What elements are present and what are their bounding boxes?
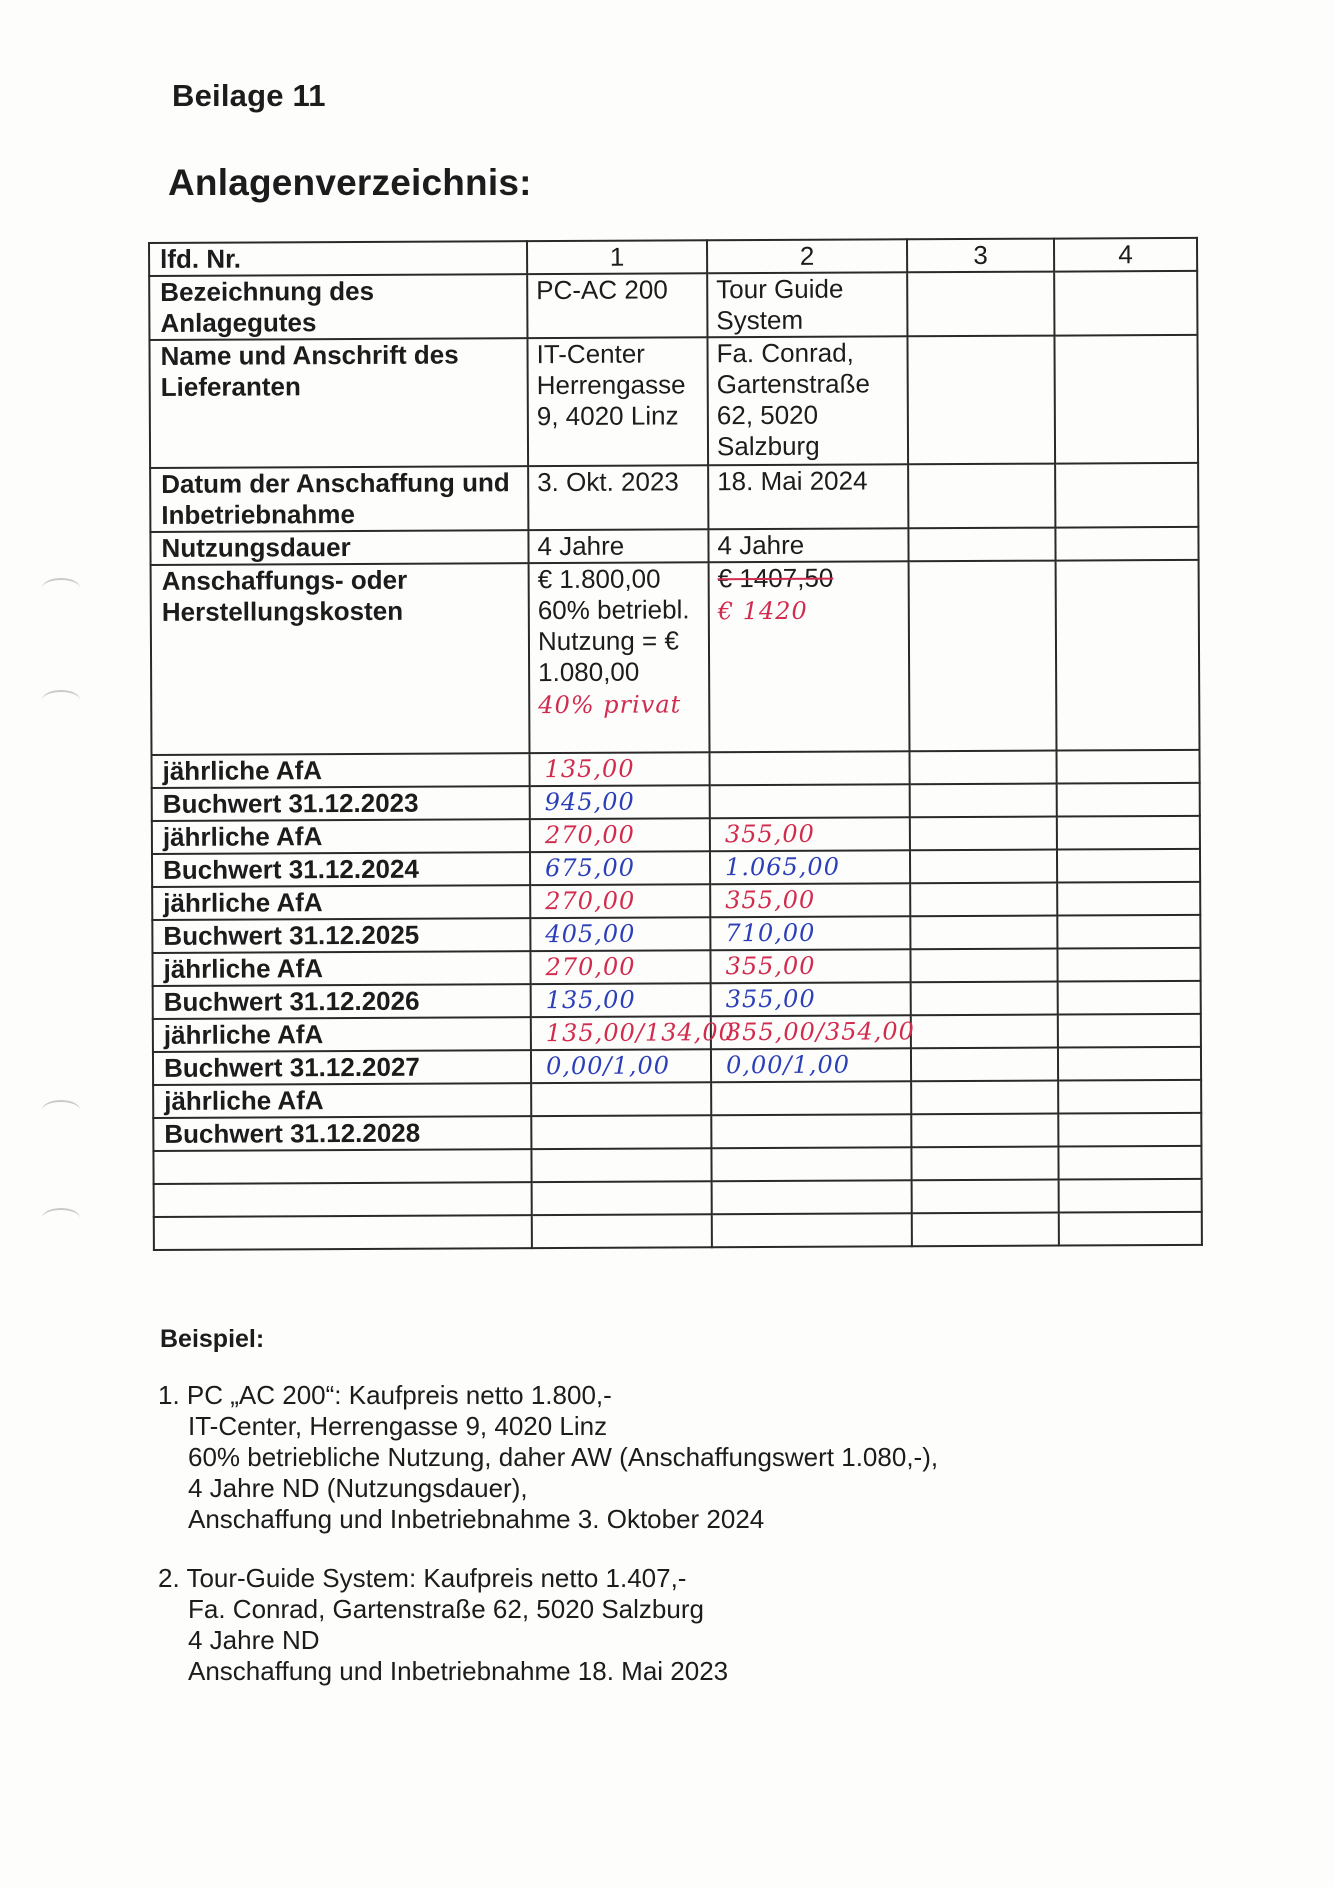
example-line: Fa. Conrad, Gartenstraße 62, 5020 Salzburg xyxy=(188,1594,704,1624)
row-label: jährliche AfA xyxy=(152,753,530,788)
column-number: 4 xyxy=(1054,238,1197,272)
schedule-row xyxy=(154,1212,1202,1250)
table-row-cost xyxy=(151,560,1200,755)
row-label: Bezeichnung des Anlagegutes xyxy=(149,274,527,340)
cell-value: IT-Center Herrengasse 9, 4020 Linz xyxy=(527,337,708,466)
punch-hole-mark xyxy=(42,690,80,710)
row-label: jährliche AfA xyxy=(153,1083,531,1118)
handwritten-value xyxy=(531,1082,711,1116)
table-row-useful-life xyxy=(150,527,1198,565)
cell-empty xyxy=(1057,783,1200,817)
handwritten-value: 355,00 xyxy=(710,883,910,917)
handwritten-value xyxy=(710,751,910,785)
cell-value: 3. Okt. 2023 xyxy=(528,465,708,530)
cell-empty xyxy=(1057,882,1200,916)
row-label: Buchwert 31.12.2028 xyxy=(153,1116,531,1151)
example-line: 2. Tour-Guide System: Kaufpreis netto 1.407,- xyxy=(158,1563,687,1593)
cell-empty xyxy=(1058,1146,1201,1180)
punch-hole-mark xyxy=(42,1100,80,1120)
handwritten-value xyxy=(712,1180,912,1214)
example-list xyxy=(158,1380,938,1715)
schedule-row xyxy=(153,1014,1201,1052)
handwritten-value xyxy=(712,1213,912,1247)
cell-empty xyxy=(912,1213,1059,1247)
handwritten-value: 355,00/354,00 xyxy=(711,1015,911,1049)
handwritten-value: 945,00 xyxy=(530,785,710,819)
cell-empty xyxy=(1058,1014,1201,1048)
row-label: Buchwert 31.12.2026 xyxy=(153,984,531,1019)
punch-hole-mark xyxy=(42,578,80,598)
cell-empty xyxy=(1058,981,1201,1015)
table-header-row xyxy=(149,238,1197,276)
column-number: 3 xyxy=(907,239,1054,273)
schedule-row xyxy=(153,1113,1201,1151)
cell-empty xyxy=(911,1114,1058,1148)
cell-empty xyxy=(910,916,1057,950)
table-row-designation xyxy=(149,271,1197,340)
cell-empty xyxy=(1054,271,1197,336)
cell-empty xyxy=(910,883,1057,917)
cell-empty xyxy=(911,982,1058,1016)
row-label xyxy=(154,1182,532,1217)
cell-empty xyxy=(1059,1179,1202,1213)
row-label xyxy=(154,1215,532,1250)
cell-value: 4 Jahre xyxy=(708,528,908,562)
asset-register-table xyxy=(148,237,1203,1251)
handwritten-value: 355,00 xyxy=(711,982,911,1016)
handwritten-value: 270,00 xyxy=(530,950,710,984)
example-line: Anschaffung und Inbetriebnahme 3. Oktober 2024 xyxy=(188,1504,765,1534)
punch-hole-mark xyxy=(42,1208,80,1228)
row-label: Datum der Anschaffung und Inbetriebnahme xyxy=(150,466,528,532)
example-line: Anschaffung und Inbetriebnahme 18. Mai 2023 xyxy=(188,1656,729,1686)
handwritten-corrected-cost: € 1420 xyxy=(717,596,808,626)
handwritten-value xyxy=(710,784,910,818)
cell-empty xyxy=(907,336,1055,465)
handwritten-value: 0,00/1,00 xyxy=(531,1049,711,1083)
cell-empty xyxy=(908,528,1055,562)
cell-empty xyxy=(911,1015,1058,1049)
row-label: Buchwert 31.12.2027 xyxy=(153,1050,531,1085)
schedule-row xyxy=(152,948,1200,986)
handwritten-value xyxy=(532,1181,712,1215)
cell-value: Tour Guide System xyxy=(707,272,907,337)
example-line: 1. PC „AC 200“: Kaufpreis netto 1.800,- xyxy=(158,1380,612,1410)
handwritten-value: 710,00 xyxy=(710,916,910,950)
schedule-row xyxy=(153,1047,1201,1085)
row-label: Anschaffungs- oder Herstellungskosten xyxy=(151,563,530,755)
handwritten-value: 1.065,00 xyxy=(710,850,910,884)
cell-value: PC-AC 200 xyxy=(527,273,707,338)
cell-empty xyxy=(912,1180,1059,1214)
column-number: 1 xyxy=(527,240,707,274)
cell-value xyxy=(709,561,910,752)
cell-empty xyxy=(1054,335,1198,464)
cell-empty xyxy=(908,464,1055,529)
schedule-row xyxy=(152,816,1200,854)
cell-empty xyxy=(1055,463,1198,528)
handwritten-value: 355,00 xyxy=(710,949,910,983)
row-label: Name und Anschrift des Lieferanten xyxy=(149,338,528,468)
cell-empty xyxy=(1057,948,1200,982)
cell-empty xyxy=(1059,1212,1202,1246)
cell-empty xyxy=(1057,816,1200,850)
cell-empty xyxy=(911,1081,1058,1115)
handwritten-value: 135,00 xyxy=(531,983,711,1017)
schedule-row xyxy=(152,783,1200,821)
row-label: jährliche AfA xyxy=(152,885,530,920)
example-item xyxy=(158,1563,938,1687)
handwritten-note-private: 40% privat xyxy=(538,690,682,720)
example-item xyxy=(158,1380,938,1535)
handwritten-value: 0,00/1,00 xyxy=(711,1048,911,1082)
row-label: Buchwert 31.12.2025 xyxy=(152,918,530,953)
row-label: Buchwert 31.12.2023 xyxy=(152,786,530,821)
appendix-label: Beilage 11 xyxy=(172,78,326,113)
handwritten-value xyxy=(711,1081,911,1115)
cell-empty xyxy=(1057,915,1200,949)
handwritten-value xyxy=(531,1148,711,1182)
cell-empty xyxy=(1055,527,1198,561)
schedule-row xyxy=(152,915,1200,953)
handwritten-value: 270,00 xyxy=(530,884,710,918)
cell-empty xyxy=(910,850,1057,884)
table-row-supplier xyxy=(149,335,1198,468)
schedule-row xyxy=(153,1080,1201,1118)
cost-text: € 1.800,00 60% betriebl. Nutzung = € 1.080,00 xyxy=(537,563,690,688)
cell-empty xyxy=(1057,849,1200,883)
row-label: Nutzungsdauer xyxy=(150,530,528,565)
cell-empty xyxy=(1056,750,1199,784)
handwritten-value: 135,00/134,00 xyxy=(531,1016,711,1050)
table-row-acquisition-date xyxy=(150,463,1198,532)
struck-cost: € 1407,50 xyxy=(717,562,834,594)
schedule-row xyxy=(152,750,1200,788)
row-label: lfd. Nr. xyxy=(149,241,527,276)
handwritten-value: 405,00 xyxy=(530,917,710,951)
handwritten-value xyxy=(532,1214,712,1248)
row-label: jährliche AfA xyxy=(152,819,530,854)
page-title: Anlagenverzeichnis: xyxy=(168,162,532,203)
example-line: 60% betriebliche Nutzung, daher AW (Anschaffungswert 1.080,-), xyxy=(188,1442,939,1472)
column-number: 2 xyxy=(707,239,907,273)
cell-empty xyxy=(1058,1113,1201,1147)
example-line: 4 Jahre ND xyxy=(188,1625,320,1655)
cell-empty xyxy=(910,784,1057,818)
cell-empty xyxy=(910,817,1057,851)
cell-value xyxy=(529,562,710,753)
schedule-row xyxy=(154,1179,1202,1217)
example-line: 4 Jahre ND (Nutzungsdauer), xyxy=(188,1473,528,1503)
cell-empty xyxy=(1058,1047,1201,1081)
schedule-row xyxy=(153,981,1201,1019)
handwritten-value xyxy=(711,1114,911,1148)
cell-empty xyxy=(911,1048,1058,1082)
example-line: IT-Center, Herrengasse 9, 4020 Linz xyxy=(188,1411,608,1441)
handwritten-value: 135,00 xyxy=(530,752,710,786)
cell-empty xyxy=(1056,560,1200,751)
schedule-row xyxy=(152,849,1200,887)
row-label xyxy=(153,1149,531,1184)
schedule-row xyxy=(152,882,1200,920)
example-heading: Beispiel: xyxy=(160,1325,265,1353)
schedule-row xyxy=(153,1146,1201,1184)
handwritten-value: 675,00 xyxy=(530,851,710,885)
depreciation-schedule xyxy=(152,750,1202,1250)
handwritten-value: 270,00 xyxy=(530,818,710,852)
handwritten-value xyxy=(711,1147,911,1181)
cell-value: Fa. Conrad, Gartenstraße 62, 5020 Salzburg xyxy=(707,336,908,465)
cell-empty xyxy=(909,561,1057,752)
cell-value: 18. Mai 2024 xyxy=(708,464,908,529)
cell-empty xyxy=(1058,1080,1201,1114)
cell-empty xyxy=(911,1147,1058,1181)
row-label: Buchwert 31.12.2024 xyxy=(152,852,530,887)
cell-value: 4 Jahre xyxy=(528,529,708,563)
cell-empty xyxy=(910,949,1057,983)
handwritten-value: 355,00 xyxy=(710,817,910,851)
handwritten-value xyxy=(531,1115,711,1149)
cell-empty xyxy=(909,751,1056,785)
cell-empty xyxy=(907,272,1054,337)
row-label: jährliche AfA xyxy=(153,1017,531,1052)
row-label: jährliche AfA xyxy=(152,951,530,986)
